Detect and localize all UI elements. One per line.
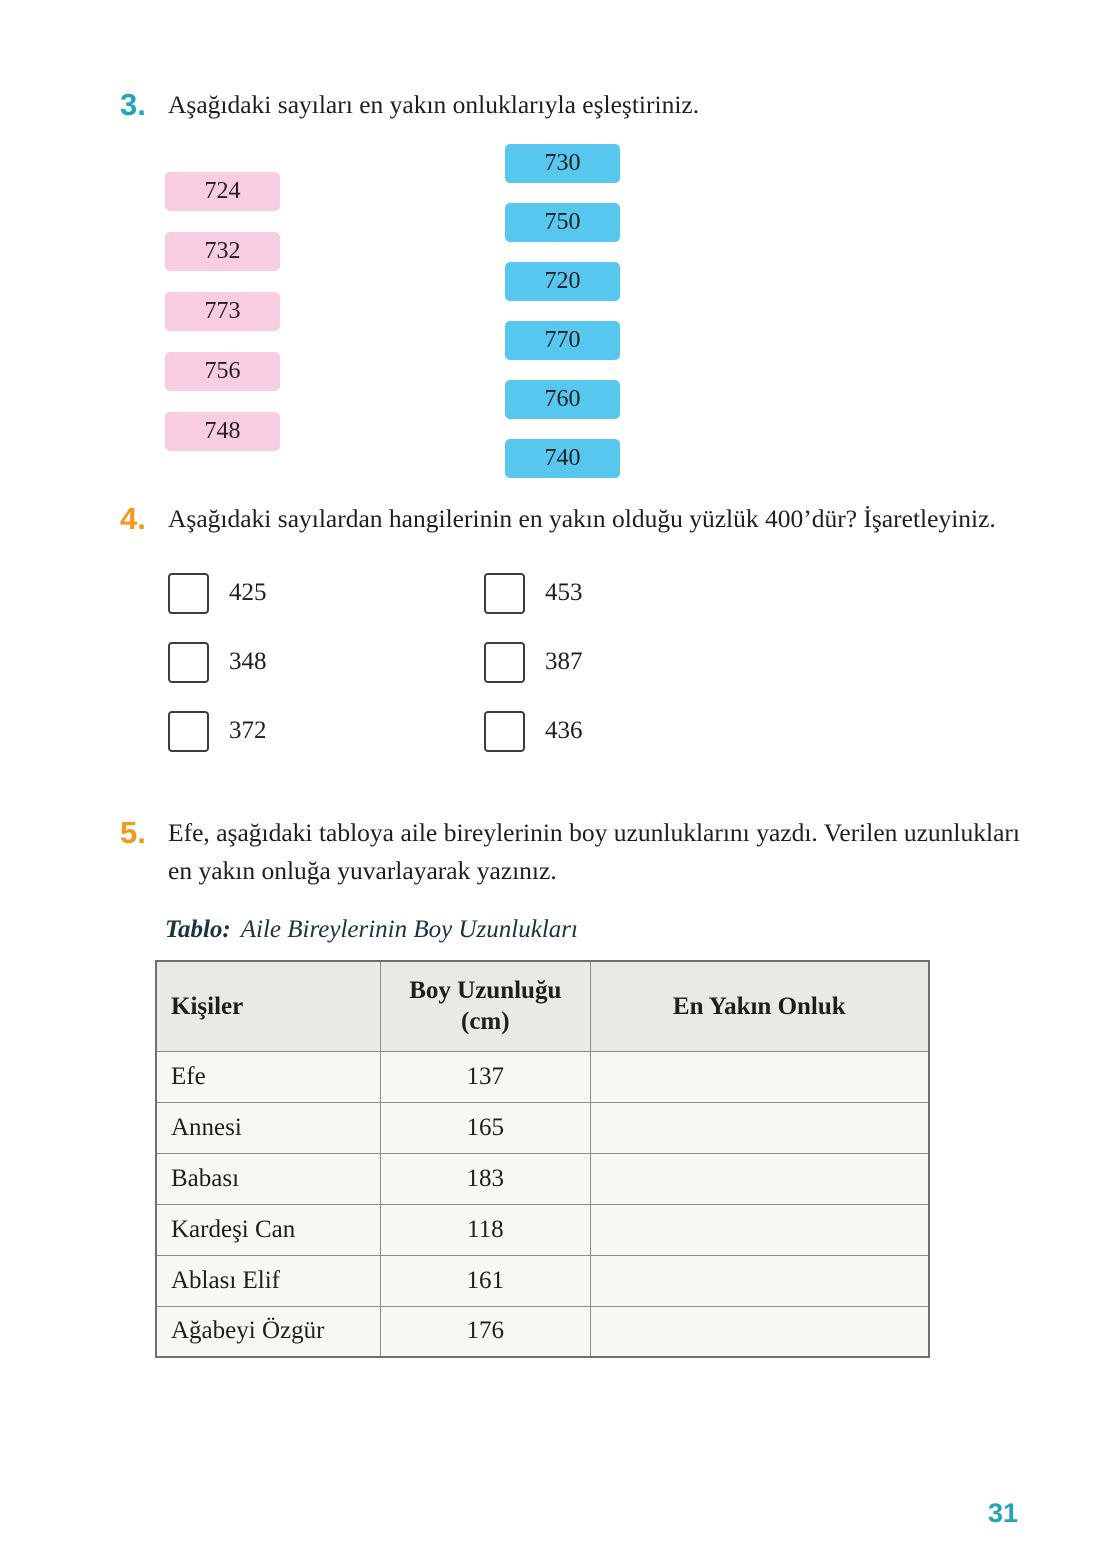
family-heights-table (155, 960, 930, 1358)
question-3 (120, 86, 1020, 478)
height-cell: 176 (380, 1306, 590, 1357)
option-label: 453 (545, 579, 583, 606)
checkbox-425[interactable] (168, 573, 209, 614)
table-header-row (156, 961, 929, 1051)
option-row (120, 711, 1020, 752)
question-4 (120, 500, 1020, 751)
table-caption-text: Aile Bireylerinin Boy Uzunlukları (240, 916, 578, 943)
table-row (156, 1153, 929, 1204)
rounded-cell[interactable] (590, 1255, 929, 1306)
table-row (156, 1255, 929, 1306)
match-right-box[interactable]: 770 (505, 321, 620, 360)
match-right-box[interactable]: 740 (505, 439, 620, 478)
header-en-yakin-onluk: En Yakın Onluk (590, 961, 929, 1051)
match-right-box[interactable]: 720 (505, 262, 620, 301)
question-4-number: 4. (120, 501, 146, 537)
checkbox-436[interactable] (484, 711, 525, 752)
question-3-number: 3. (120, 87, 146, 122)
question-3-text: Aşağıdaki sayıları en yakın onluklarıyla eşleştiriniz. (168, 90, 700, 119)
match-right-box[interactable]: 760 (505, 380, 620, 419)
option-372 (168, 711, 484, 752)
person-cell: Ablası Elif (156, 1255, 380, 1306)
option-453 (484, 573, 583, 614)
table-row (156, 1306, 929, 1357)
checkbox-387[interactable] (484, 642, 525, 683)
question-5-text: Efe, aşağıdaki tabloya aile bireylerinin boy uzunluklarını yazdı. Verilen uzunlukları en yakın onluğa yuvarlayarak yazınız. (168, 817, 1020, 885)
option-425 (168, 573, 484, 614)
option-row (120, 573, 1020, 614)
match-left-box[interactable]: 756 (165, 352, 280, 391)
table-caption (165, 916, 1020, 944)
rounded-cell[interactable] (590, 1204, 929, 1255)
match-right-box[interactable]: 750 (505, 203, 620, 242)
question-5-number: 5. (120, 814, 146, 850)
height-cell: 183 (380, 1153, 590, 1204)
rounded-cell[interactable] (590, 1102, 929, 1153)
option-label: 436 (545, 717, 583, 744)
header-kisiler: Kişiler (156, 961, 380, 1051)
matching-area (120, 144, 1020, 478)
option-row (120, 642, 1020, 683)
question-5 (120, 814, 1020, 1359)
match-left-box[interactable]: 773 (165, 292, 280, 331)
option-label: 372 (229, 717, 267, 744)
rounded-cell[interactable] (590, 1306, 929, 1357)
match-left-box[interactable]: 748 (165, 412, 280, 451)
match-right-box[interactable]: 730 (505, 144, 620, 183)
checkbox-options (120, 573, 1020, 752)
option-348 (168, 642, 484, 683)
checkbox-453[interactable] (484, 573, 525, 614)
table-caption-label: Tablo: (165, 916, 231, 943)
table-row (156, 1204, 929, 1255)
height-cell: 118 (380, 1204, 590, 1255)
option-label: 348 (229, 648, 267, 675)
table-row (156, 1051, 929, 1102)
height-cell: 165 (380, 1102, 590, 1153)
match-left-box[interactable]: 724 (165, 172, 280, 211)
page-number: 31 (987, 1498, 1018, 1528)
header-boy-uzunlugu: Boy Uzunluğu (cm) (380, 961, 590, 1051)
checkbox-372[interactable] (168, 711, 209, 752)
option-label: 425 (229, 579, 267, 606)
question-4-text: Aşağıdaki sayılardan hangilerinin en yakın olduğu yüzlük 400’dür? İşaretleyiniz. (168, 504, 996, 534)
table-row (156, 1102, 929, 1153)
rounded-cell[interactable] (590, 1051, 929, 1102)
person-cell: Efe (156, 1051, 380, 1102)
match-left-column (165, 172, 280, 451)
match-left-box[interactable]: 732 (165, 232, 280, 271)
option-387 (484, 642, 583, 683)
height-cell: 161 (380, 1255, 590, 1306)
option-label: 387 (545, 648, 583, 675)
match-right-column (505, 144, 620, 478)
checkbox-348[interactable] (168, 642, 209, 683)
person-cell: Ağabeyi Özgür (156, 1306, 380, 1357)
person-cell: Annesi (156, 1102, 380, 1153)
height-cell: 137 (380, 1051, 590, 1102)
person-cell: Kardeşi Can (156, 1204, 380, 1255)
rounded-cell[interactable] (590, 1153, 929, 1204)
option-436 (484, 711, 583, 752)
person-cell: Babası (156, 1153, 380, 1204)
